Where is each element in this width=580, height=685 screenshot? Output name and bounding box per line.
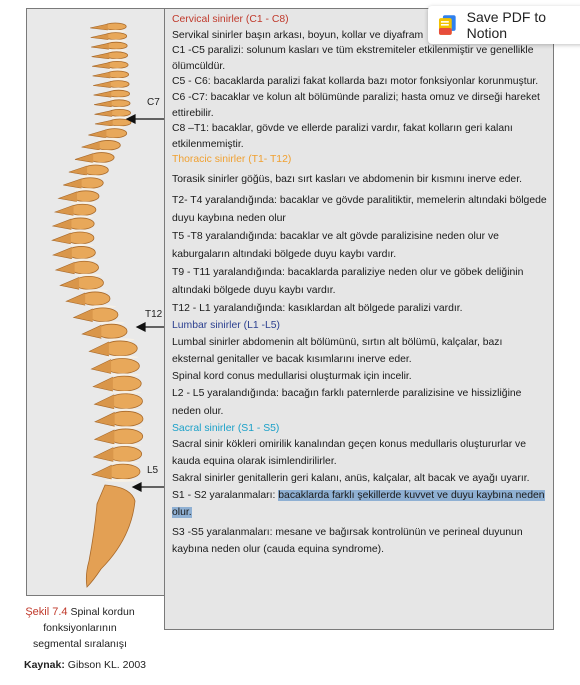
save-pdf-to-notion-button[interactable] xyxy=(428,6,580,44)
label-l5: L5 xyxy=(147,465,159,476)
caption-line-2: fonksiyonlarının xyxy=(43,622,117,634)
thoracic-line-3: T5 -T8 yaralandığında: bacaklar ve alt gövde paralizisine neden olur ve kaburgaların altındaki bölgede duyu kaybı vardır. xyxy=(172,230,499,260)
source-label: Kaynak: xyxy=(24,659,65,671)
thoracic-heading: Thoracic sinirler (T1- T12) xyxy=(172,154,292,166)
cervical-line-5: C8 –T1: bacaklar, gövde ve ellerde paralizi vardır, fakat kolların geri kalanı etkilenmemiştir. xyxy=(172,123,513,150)
caption-line-3: segmental sıralanışı xyxy=(33,638,127,650)
thoracic-line-1: Torasik sinirler göğüs, bazı sırt kasları ve abdomenin bir kısmını inerve eder. xyxy=(172,173,522,185)
figure-caption xyxy=(0,604,160,652)
lumbar-line-3: L2 - L5 yaralandığında: bacağın farklı paternlerde paralizisine ve hissizliğine neden olur. xyxy=(172,387,522,417)
label-t12: T12 xyxy=(145,309,163,320)
cervical-line-2: C1 -C5 paralizi: solunum kasları ve tüm ekstremiteler etkilenmiştir ve genellikle ölümcüldür. xyxy=(172,45,534,72)
figure-number: Şekil 7.4 xyxy=(25,606,68,618)
thoracic-line-2: T2- T4 yaralandığında: bacaklar ve gövde paralitiktir, memelerin altındaki bölgede duyu kaybına neden olur xyxy=(172,194,547,224)
sacral-line-1: Sacral sinir kökleri omirilik kanalından geçen konus medullaris oluştururlar ve kauda equina olarak isimlendirilirler. xyxy=(172,439,527,468)
notion-pages-icon xyxy=(438,14,458,36)
caption-line-1: Spinal kordun xyxy=(67,606,135,618)
arrow-c7-icon xyxy=(127,115,135,123)
cervical-heading: Cervical sinirler (C1 - C8) xyxy=(172,14,289,25)
sacral-s1s2-line xyxy=(172,487,547,521)
thoracic-line-4: T9 - T11 yaralandığında: bacaklarda paraliziye neden olur ve göbek deliğinin altındaki bölgede duyu kaybı vardır. xyxy=(172,266,524,296)
sacral-heading: Sacral sinirler (S1 - S5) xyxy=(172,422,280,434)
lumbar-line-1: Lumbal sinirler abdomenin alt bölümünü, sırtın alt bölümü, kalçalar, bazı eksternal genitaller ve bacak kısımlarını inerve eder. xyxy=(172,336,503,365)
s1s2-prefix: S1 - S2 yaralanmaları: xyxy=(172,490,279,502)
figure-source xyxy=(24,659,146,671)
lumbar-heading: Lumbar sinirler (L1 -L5) xyxy=(172,319,280,331)
lumbar-line-2: Spinal kord conus medullarisi oluşturmak için incelir. xyxy=(172,370,412,382)
cervical-line-4: C6 -C7: bacaklar ve kolun alt bölümünde paralizi; hasta omuz ve dirseği hareket ettirebilir. xyxy=(172,91,540,119)
spinal-nerves-text-panel xyxy=(164,8,554,630)
sacral-s3s5-line: S3 -S5 yaralanmaları: mesane ve bağırsak kontrolünün ve perineal duyunun kaybına neden olur (cauda equina syndrome). xyxy=(172,527,523,556)
cervical-line-3: C5 - C6: bacaklarda paralizi fakat kollarda bazı motor fonksiyonlar korunmuştur. xyxy=(172,76,539,88)
arrow-l5-icon xyxy=(133,483,141,491)
pointer-arrows xyxy=(27,9,165,595)
spine-illustration-panel xyxy=(26,8,166,596)
highlighted-selection[interactable]: bacaklarda farklı şekillerde kuvvet ve duyu kaybına neden olur. xyxy=(172,490,545,519)
sacral-line-2: Sakral sinirler genitallerin geri kalanı, anüs, kalçalar, alt bacak ve ayağı uyarır. xyxy=(172,473,530,485)
source-text: Gibson KL. 2003 xyxy=(64,659,146,671)
cervical-line-1: Servikal sinirler başın arkası, boyun, kollar ve diyafram xyxy=(172,29,424,41)
arrow-t12-icon xyxy=(137,323,145,331)
label-c7: C7 xyxy=(147,97,160,108)
save-pdf-label: Save PDF to Notion xyxy=(466,9,546,41)
thoracic-line-5: T12 - L1 yaralandığında: kasıklardan alt bölgede paralizi vardır. xyxy=(172,302,463,314)
